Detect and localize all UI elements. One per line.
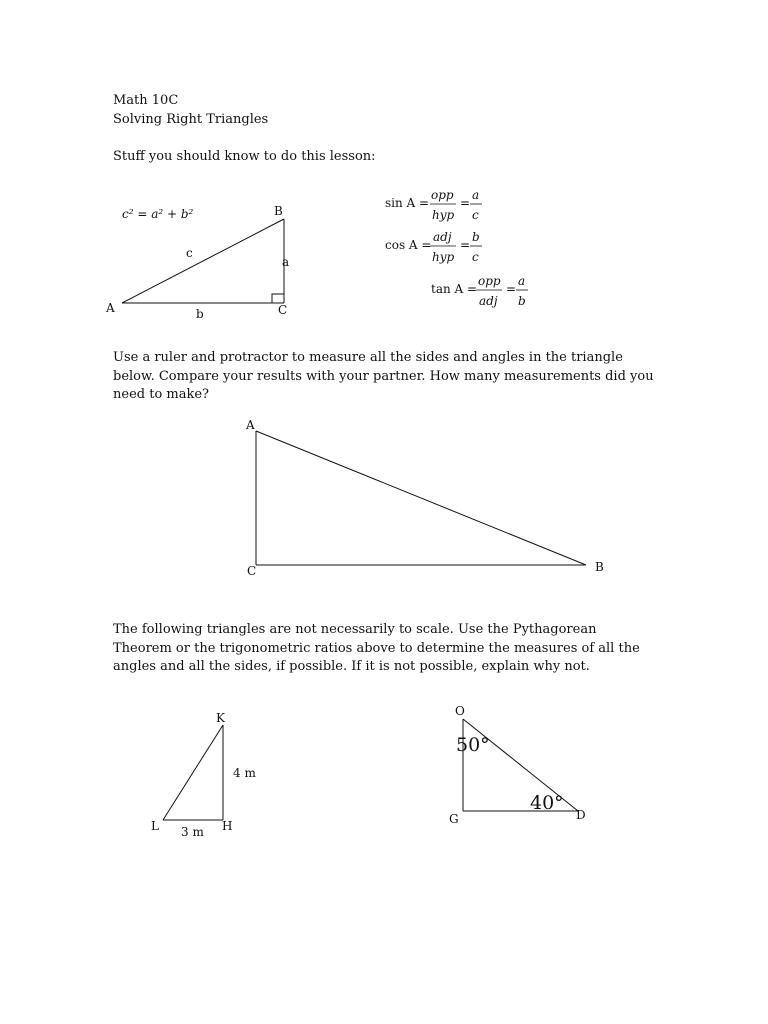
pythagorean-formula: c² = a² + b² [122,207,194,221]
sin-ratio [385,188,482,222]
tan-den2: b [518,294,526,308]
ogd-angle-d: 40° [530,792,564,814]
cos-num2: b [472,230,480,244]
klh-vertex-h: H [222,819,233,833]
reference-triangle [122,219,284,303]
ref-side-c: c [186,246,193,260]
sin-lhs: sin A = [385,196,430,210]
klh-vertex-k: K [216,711,225,725]
ref-side-a: a [282,255,290,269]
measure-vertex-a: A [246,418,255,432]
klh-side-lh: 3 m [181,825,204,839]
sin-equals: = [460,196,471,210]
tan-num1: opp [478,274,501,288]
measure-vertex-b: B [595,560,604,574]
measure-triangle [256,431,586,565]
tan-num2: a [518,274,526,288]
cos-equals: = [460,238,471,252]
tan-lhs: tan A = [431,282,478,296]
sin-den2: c [472,208,479,222]
triangle-klh [163,725,223,820]
cos-lhs: cos A = [385,238,432,252]
klh-side-kh: 4 m [233,766,256,780]
tan-ratio [431,274,528,308]
measure-vertex-c: C [247,564,257,578]
tan-den1: adj [479,294,498,308]
sin-den1: hyp [432,208,455,222]
cos-ratio [385,230,482,264]
ogd-vertex-d: D [576,808,586,822]
ogd-vertex-o: O [455,704,465,718]
sin-num2: a [472,188,480,202]
ogd-vertex-g: G [449,812,459,826]
ogd-angle-o: 50° [456,734,490,756]
course-title: Math 10C [113,93,179,108]
ref-vertex-c: C [278,303,288,317]
right-angle-marker [272,294,284,303]
cos-num1: adj [433,230,452,244]
cos-den1: hyp [432,250,455,264]
klh-vertex-l: L [151,819,159,833]
ref-vertex-a: A [106,301,115,315]
tan-equals: = [506,282,517,296]
lesson-title: Solving Right Triangles [113,112,269,127]
cos-den2: c [472,250,479,264]
measure-instructions: Use a ruler and protractor to measure all the sides and angles in the triangle below. Compare your results with your partner. How many measurements did you need to make? [113,350,654,402]
sin-num1: opp [431,188,454,202]
intro-heading: Stuff you should know to do this lesson: [113,149,376,164]
scale-instructions: The following triangles are not necessarily to scale. Use the Pythagorean Theorem or the trigonometric ratios above to determine the measures of all the angles and all the sides, if possible. If it is not possible, explain why not. [113,622,640,674]
ref-vertex-b: B [274,204,283,218]
ref-side-b: b [196,307,204,321]
